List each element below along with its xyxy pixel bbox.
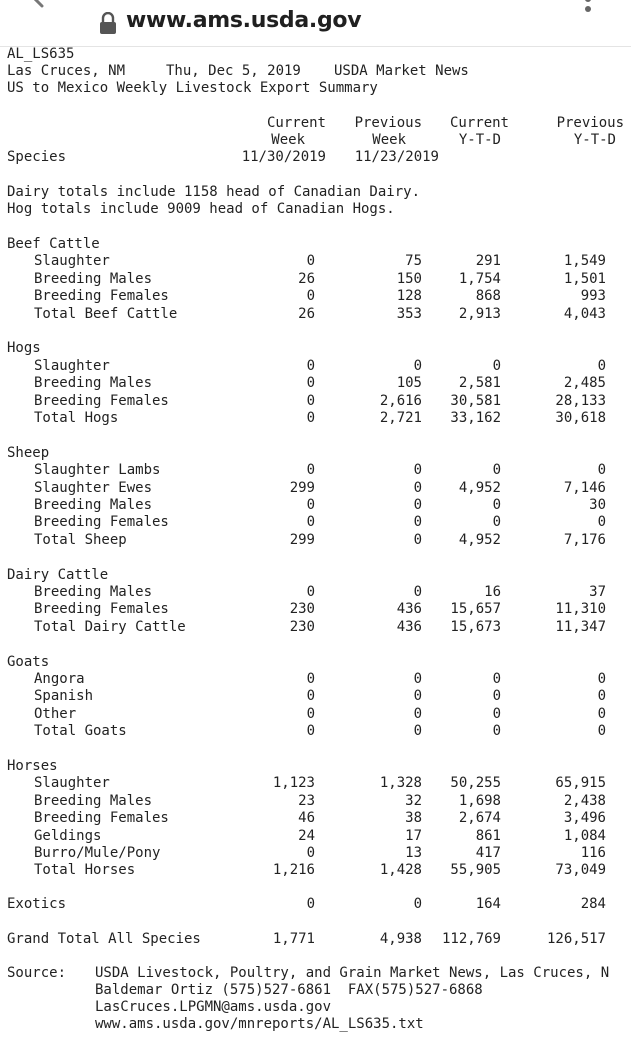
row-value: 0	[306, 845, 315, 861]
row-value: 37	[589, 584, 606, 600]
row-value: 299	[289, 531, 315, 548]
row-value: 0	[306, 392, 315, 409]
row-value: 0	[306, 410, 315, 426]
row-value: 0	[306, 514, 315, 531]
report-location: Las Cruces, NM	[7, 63, 126, 79]
row-value: 30	[589, 497, 606, 513]
row-value: 0	[597, 723, 606, 740]
row-value: 28,133	[555, 392, 606, 409]
row-value: 861	[475, 827, 501, 844]
row-value: 353	[396, 305, 422, 322]
row-label: Slaughter	[34, 253, 110, 270]
browser-address-bar[interactable]	[0, 0, 631, 47]
row-value: 2,616	[379, 392, 422, 409]
row-label: Breeding Males	[34, 270, 153, 287]
row-value: 0	[413, 688, 422, 705]
row-value: 75	[405, 253, 422, 270]
row-value: 0	[413, 723, 422, 740]
row-label: Total Beef Cattle	[34, 305, 178, 322]
row-value: 0	[597, 357, 606, 374]
row-value: 299	[289, 479, 315, 496]
col-header-current-ytd: Y-T-D	[458, 132, 501, 148]
col-header-previous-week: Week	[372, 132, 406, 148]
report-date: Thu, Dec 5, 2019	[166, 63, 301, 79]
note-dairy: Dairy totals include 1158 head of Canadian Dairy.	[7, 184, 421, 200]
row-label: Geldings	[34, 827, 102, 844]
row-value: 0	[413, 671, 422, 687]
row-value: 0	[413, 584, 422, 600]
grand-total-value: 1,771	[272, 931, 315, 947]
source-email[interactable]: LasCruces.LPGMN@ams.usda.gov	[95, 999, 332, 1015]
row-value: 0	[597, 705, 606, 722]
row-value: 0	[492, 671, 501, 687]
row-label: Slaughter	[34, 357, 110, 374]
more-vert-icon[interactable]	[582, 0, 594, 16]
col-header-current-week: Week	[271, 132, 305, 148]
row-label: Total Dairy Cattle	[34, 618, 186, 635]
row-value: 0	[306, 723, 315, 740]
row-value: 26	[298, 305, 315, 322]
row-value: 868	[475, 288, 501, 305]
report-id: AL_LS635	[7, 46, 75, 62]
report-title: US to Mexico Weekly Livestock Export Summary	[7, 80, 378, 96]
row-value: 3,496	[563, 810, 606, 827]
row-value: 13	[405, 845, 422, 861]
row-value: 15,657	[450, 601, 501, 618]
section-heading: Goats	[7, 653, 50, 670]
row-value: 32	[405, 792, 422, 809]
grand-total-value: 4,938	[379, 931, 422, 947]
row-value: 0	[306, 671, 315, 687]
row-value: 4,043	[563, 305, 606, 322]
source-label: Source:	[7, 965, 67, 981]
col-header-species: Species	[7, 149, 67, 165]
row-value: 993	[580, 288, 606, 305]
row-value: 65,915	[555, 775, 606, 792]
exotics-label: Exotics	[7, 896, 67, 912]
row-value: 0	[413, 514, 422, 531]
row-label: Breeding Females	[34, 601, 169, 618]
row-value: 26	[298, 270, 315, 287]
row-label: Breeding Males	[34, 375, 153, 392]
row-value: 55,905	[450, 862, 501, 879]
row-value: 33,162	[450, 410, 501, 426]
col-header-previous-ytd: Y-T-D	[573, 132, 616, 148]
col-header-previous-ytd: Previous	[556, 115, 624, 131]
row-value: 30,581	[450, 392, 501, 409]
report-agency: USDA Market News	[334, 63, 469, 79]
row-label: Slaughter Lambs	[34, 462, 161, 479]
source-url[interactable]: www.ams.usda.gov/mnreports/AL_LS635.txt	[95, 1016, 424, 1032]
row-value: 2,913	[458, 305, 501, 322]
row-value: 0	[306, 462, 315, 479]
row-value: 1,698	[458, 792, 501, 809]
lock-icon	[98, 12, 118, 34]
row-label: Breeding Males	[34, 497, 153, 513]
row-value: 291	[475, 253, 501, 270]
row-label: Slaughter Ewes	[34, 479, 153, 496]
row-value: 0	[492, 688, 501, 705]
row-value: 0	[597, 462, 606, 479]
row-value: 1,216	[272, 862, 315, 879]
row-value: 11,347	[555, 618, 606, 635]
row-value: 17	[405, 827, 422, 844]
row-value: 0	[306, 497, 315, 513]
row-value: 2,721	[379, 410, 422, 426]
row-value: 0	[306, 584, 315, 600]
row-value: 436	[396, 618, 422, 635]
row-value: 128	[396, 288, 422, 305]
row-value: 38	[405, 810, 422, 827]
exotics-value: 0	[413, 896, 422, 912]
row-value: 30,618	[555, 410, 606, 426]
row-value: 16	[484, 584, 501, 600]
row-value: 0	[306, 375, 315, 392]
exotics-value: 164	[475, 896, 501, 912]
row-value: 0	[413, 497, 422, 513]
row-value: 7,146	[563, 479, 606, 496]
row-value: 23	[298, 792, 315, 809]
row-label: Total Horses	[34, 862, 136, 879]
exotics-value: 0	[306, 896, 315, 912]
col-header-current-week-date: 11/30/2019	[241, 149, 326, 165]
row-value: 0	[413, 705, 422, 722]
row-value: 230	[289, 601, 315, 618]
row-value: 0	[413, 531, 422, 548]
row-value: 2,581	[458, 375, 501, 392]
row-value: 2,485	[563, 375, 606, 392]
exotics-value: 284	[580, 896, 606, 912]
row-value: 0	[306, 705, 315, 722]
row-value: 1,549	[563, 253, 606, 270]
grand-total-value: 112,769	[441, 931, 501, 947]
row-value: 1,123	[272, 775, 315, 792]
row-value: 24	[298, 827, 315, 844]
row-value: 1,428	[379, 862, 422, 879]
url-text[interactable]: www.ams.usda.gov	[126, 8, 362, 33]
row-value: 150	[396, 270, 422, 287]
row-label: Burro/Mule/Pony	[34, 845, 161, 861]
source-line: USDA Livestock, Poultry, and Grain Market News, Las Cruces, N	[95, 965, 610, 981]
note-hogs: Hog totals include 9009 head of Canadian Hogs.	[7, 201, 395, 217]
col-header-previous-week-date: 11/23/2019	[354, 149, 439, 165]
row-value: 46	[298, 810, 315, 827]
grand-total-value: 126,517	[546, 931, 606, 947]
row-value: 0	[413, 462, 422, 479]
col-header-previous-week: Previous	[354, 115, 422, 131]
row-label: Total Hogs	[34, 410, 119, 426]
row-label: Breeding Females	[34, 288, 169, 305]
row-value: 1,754	[458, 270, 501, 287]
row-value: 0	[492, 514, 501, 531]
row-value: 0	[597, 688, 606, 705]
section-heading: Sheep	[7, 444, 50, 461]
row-value: 0	[597, 671, 606, 687]
row-value: 0	[492, 357, 501, 374]
row-value: 1,328	[379, 775, 422, 792]
row-value: 0	[306, 357, 315, 374]
row-label: Breeding Females	[34, 514, 169, 531]
row-value: 0	[306, 288, 315, 305]
row-value: 11,310	[555, 601, 606, 618]
row-value: 230	[289, 618, 315, 635]
row-label: Angora	[34, 671, 85, 687]
row-label: Breeding Females	[34, 810, 169, 827]
row-value: 0	[492, 462, 501, 479]
row-label: Slaughter	[34, 775, 110, 792]
row-value: 0	[492, 723, 501, 740]
section-heading: Horses	[7, 758, 58, 774]
col-header-current-ytd: Current	[449, 115, 509, 131]
col-header-current-week: Current	[266, 115, 326, 131]
row-value: 116	[580, 845, 606, 861]
row-value: 7,176	[563, 531, 606, 548]
row-label: Spanish	[34, 688, 94, 705]
row-value: 50,255	[450, 775, 501, 792]
row-label: Total Sheep	[34, 531, 127, 548]
row-value: 0	[413, 479, 422, 496]
row-value: 436	[396, 601, 422, 618]
row-value: 0	[306, 688, 315, 705]
row-value: 0	[413, 357, 422, 374]
grand-total-label: Grand Total All Species	[7, 931, 201, 947]
row-value: 105	[396, 375, 422, 392]
source-line: Baldemar Ortiz (575)527-6861 FAX(575)527-6868	[95, 982, 483, 998]
row-value: 4,952	[458, 479, 501, 496]
row-value: 73,049	[555, 862, 606, 879]
row-label: Breeding Males	[34, 792, 153, 809]
row-label: Total Goats	[34, 723, 127, 740]
row-value: 417	[475, 845, 501, 861]
back-arrow-icon[interactable]	[30, 0, 64, 10]
row-value: 0	[492, 705, 501, 722]
row-label: Breeding Females	[34, 392, 169, 409]
row-value: 2,674	[458, 810, 501, 827]
row-value: 15,673	[450, 618, 501, 635]
row-value: 2,438	[563, 792, 606, 809]
section-heading: Dairy Cattle	[7, 566, 109, 583]
row-value: 0	[492, 497, 501, 513]
row-value: 1,084	[563, 827, 606, 844]
row-value: 4,952	[458, 531, 501, 548]
row-label: Breeding Males	[34, 584, 153, 600]
section-heading: Beef Cattle	[7, 236, 100, 252]
row-value: 0	[597, 514, 606, 531]
row-label: Other	[34, 705, 77, 722]
row-value: 0	[306, 253, 315, 270]
row-value: 1,501	[563, 270, 606, 287]
section-heading: Hogs	[7, 340, 41, 357]
